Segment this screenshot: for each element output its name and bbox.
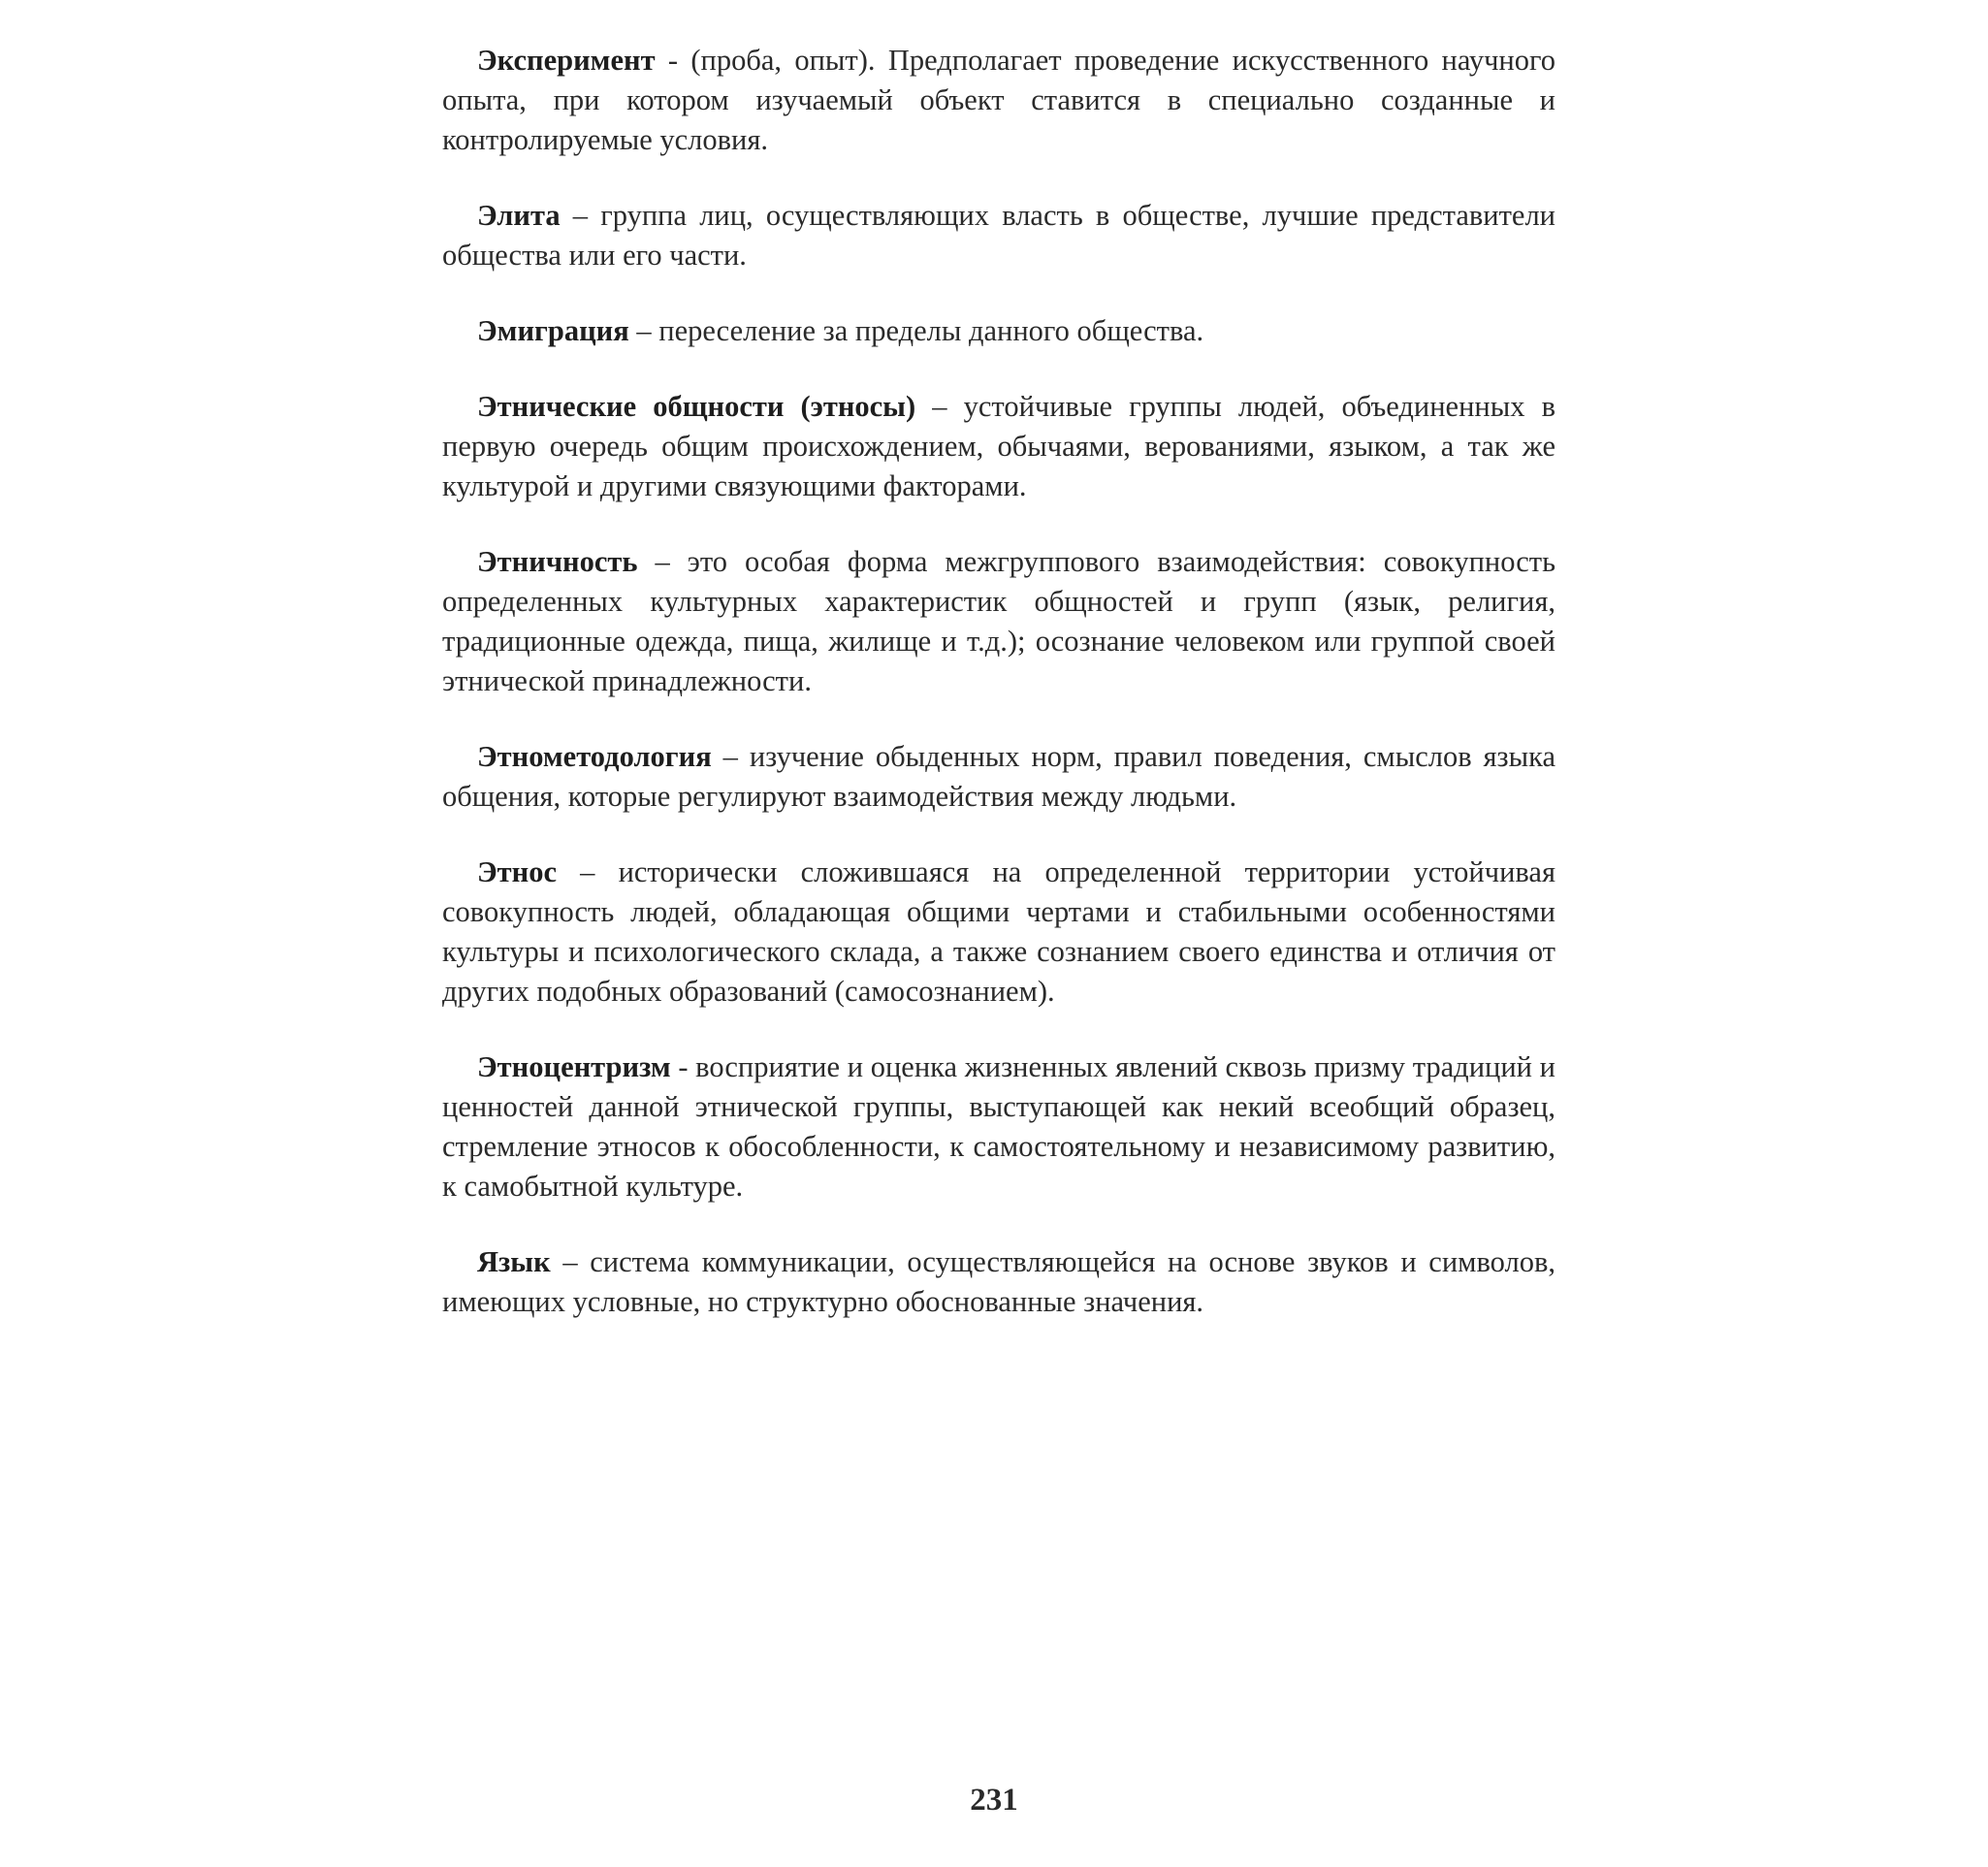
glossary-term: Эксперимент xyxy=(477,44,656,77)
glossary-page-body xyxy=(442,41,1555,1358)
glossary-term: Этнос xyxy=(477,855,558,888)
glossary-definition: – это особая форма межгруппового взаимодействия: совокупность определенных культурных характеристик общностей и групп (язык, религия, традиционные одежда, пища, жилище и т.д.); осознание человеком или группой своей этнической принадлежности. xyxy=(442,545,1555,697)
glossary-entry-elite xyxy=(442,196,1555,275)
glossary-entry-experiment xyxy=(442,41,1555,160)
glossary-definition: – группа лиц, осуществляющих власть в обществе, лучшие представители общества или его части. xyxy=(442,199,1555,272)
glossary-entry-ethnicity xyxy=(442,542,1555,701)
glossary-entry-ethnomethodology xyxy=(442,737,1555,817)
glossary-entry-ethnocentrism xyxy=(442,1047,1555,1207)
glossary-definition: – система коммуникации, осуществляющейся на основе звуков и символов, имеющих условные, но структурно обоснованные значения. xyxy=(442,1245,1555,1318)
glossary-definition: – переселение за пределы данного общества. xyxy=(628,314,1204,347)
glossary-definition: - (проба, опыт). Предполагает проведение искусственного научного опыта, при котором изучаемый объект ставится в специально созданные и контролируемые условия. xyxy=(442,44,1555,156)
glossary-term: Элита xyxy=(477,199,561,232)
glossary-entry-ethnic-communities xyxy=(442,387,1555,506)
glossary-entry-ethnos xyxy=(442,853,1555,1012)
glossary-term: Язык xyxy=(477,1245,551,1278)
glossary-entry-language xyxy=(442,1242,1555,1322)
glossary-definition: - восприятие и оценка жизненных явлений сквозь призму традиций и ценностей данной этнической группы, выступающей как некий всеобщий образец, стремление этносов к обособленности, к самостоятельному и независимому развитию, к самобытной культуре. xyxy=(442,1050,1555,1203)
glossary-definition: – устойчивые группы людей, объединенных в первую очередь общим происхождением, обычаями, верованиями, языком, а так же культурой и другими связующими факторами. xyxy=(442,390,1555,502)
glossary-term: Этноцентризм xyxy=(477,1050,671,1083)
glossary-definition: – исторически сложившаяся на определенной территории устойчивая совокупность людей, обладающая общими чертами и стабильными особенностями культуры и психологического склада, а также сознанием своего единства и отличия от других подобных образований (самосознанием). xyxy=(442,855,1555,1008)
glossary-term: Этничность xyxy=(477,545,638,578)
glossary-term: Этнические общности (этносы) xyxy=(477,390,916,423)
page-number: 231 xyxy=(970,1783,1018,1818)
glossary-entry-emigration xyxy=(442,311,1555,351)
glossary-term: Эмиграция xyxy=(477,314,629,347)
glossary-definition: – изучение обыденных норм, правил поведения, смыслов языка общения, которые регулируют взаимодействия между людьми. xyxy=(442,740,1555,813)
glossary-term: Этнометодология xyxy=(477,740,712,773)
